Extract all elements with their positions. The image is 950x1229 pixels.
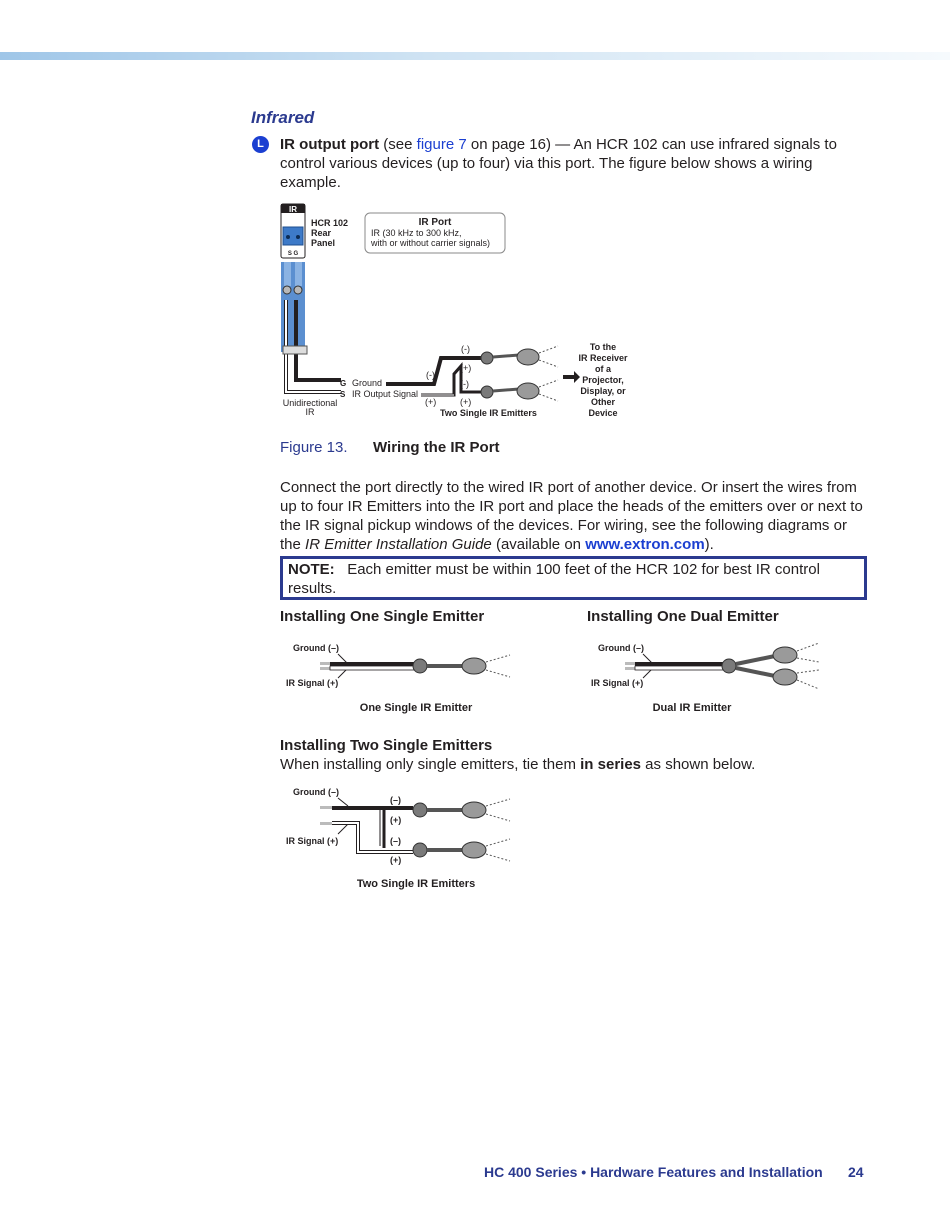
one-single-ground-label: Ground (–) [293,643,339,653]
connect-paragraph [280,478,870,554]
two-single-plus-2: (+) [390,855,402,865]
two-single-ground-label: Ground (–) [293,787,339,797]
figure-13-label: Figure 13. [280,439,348,456]
to-the-line2: IR Receiver [578,353,628,363]
to-the-line7: Device [588,408,618,418]
callout-bullet: L [252,136,269,153]
callout-line1: IR (30 kHz to 300 kHz, [371,228,462,238]
rear-panel-line2: Rear [311,228,332,238]
install-one-single-title: Installing One Single Emitter [280,608,485,625]
g-label: G [340,379,347,388]
plus-label-1: (+) [460,363,472,373]
connect-text-1: Connect the port directly to the wired IR port of another device. Or insert the wires from up to four IR Emitters into the IR port and place the heads of the emitters over or next to the IR signal pickup windows of the devices. For wiring, see the following diagrams or the [280,479,863,553]
section-heading: Infrared [251,108,315,127]
emitter-knot-1 [481,352,493,364]
callout-title: IR Port [418,217,452,228]
one-single-signal-label: IR Signal (+) [286,678,339,688]
plus-label-3: (+) [460,397,472,407]
to-the-line6: Other [590,397,616,407]
ir-output-term: IR output port [280,136,380,153]
two-single-minus-1: (–) [390,795,401,805]
see-open: (see [379,136,417,153]
emitter-head-1 [517,349,539,365]
figure-13-diagram [276,200,646,425]
note-label: NOTE: [288,561,335,578]
one-single-caption: One Single IR Emitter [359,702,473,714]
install-two-single-desc [280,755,755,774]
two-single-desc-post: as shown below. [641,756,756,773]
sg-label: S G [287,251,299,257]
figure-7-link[interactable]: figure 7 [416,136,467,153]
emitter-head-2 [517,383,539,399]
two-single-plus-1: (+) [390,815,402,825]
emitter-knot-2 [481,386,493,398]
minus-label-1: (-) [461,344,470,354]
unidirectional-line2: IR [305,407,315,417]
note-text [288,560,848,598]
ir-output-paragraph [280,135,855,192]
to-the-line3: of a [594,364,612,374]
one-dual-ground-label: Ground (–) [598,643,644,653]
one-dual-caption: Dual IR Emitter [652,702,732,714]
two-single-ir-emitters-label: Two Single IR Emitters [440,408,537,418]
ir-port-connector [283,227,303,245]
rear-panel-line3: Panel [311,238,336,248]
extron-link[interactable]: www.extron.com [585,536,705,553]
one-dual-emitter-diagram [585,636,825,721]
arrow-icon [563,371,580,383]
footer-text: HC 400 Series • Hardware Features and Installation [484,1164,823,1180]
to-the-line5: Display, or [580,386,626,396]
two-single-signal-label: IR Signal (+) [286,836,339,846]
figure-13-title: Wiring the IR Port [373,439,500,456]
to-the-line4: Projector, [582,375,624,385]
one-single-emitter-diagram [280,636,520,721]
one-dual-signal-label: IR Signal (+) [591,678,644,688]
connect-text-3: ). [704,536,714,553]
two-single-emitters-diagram [280,782,520,897]
header-gradient-bar [0,52,950,60]
ir-output-signal-label: IR Output Signal [352,389,419,399]
ir-output-text: on page 16) — An HCR 102 can use infrared signals to control various devices (up to four) via this port. The figure below shows a wiring example. [280,136,837,191]
minus-label-3: (-) [460,379,469,389]
note-body: Each emitter must be within 100 feet of the HCR 102 for best IR control results. [288,561,820,597]
plus-label-2: (+) [425,397,437,407]
two-single-desc-pre: When installing only single emitters, tie them [280,756,581,773]
two-single-minus-2: (–) [390,836,401,846]
ground-label: Ground [352,378,383,388]
unidirectional-line1: Unidirectional [282,398,338,408]
install-one-dual-title: Installing One Dual Emitter [587,608,779,625]
to-the-line1: To the [589,342,617,352]
two-single-caption: Two Single IR Emitters [356,878,476,890]
install-two-single-title: Installing Two Single Emitters [280,737,493,754]
guide-title: IR Emitter Installation Guide [305,536,492,553]
rear-panel-line1: HCR 102 [311,218,349,228]
callout-line2: with or without carrier signals) [371,238,491,248]
connect-text-2: (available on [491,536,586,553]
two-single-desc-bold: in series [580,756,642,773]
s-label: S [340,390,346,399]
ir-tab-label: IR [289,205,297,214]
page-number: 24 [848,1164,864,1180]
minus-label-2: (-) [426,370,435,380]
